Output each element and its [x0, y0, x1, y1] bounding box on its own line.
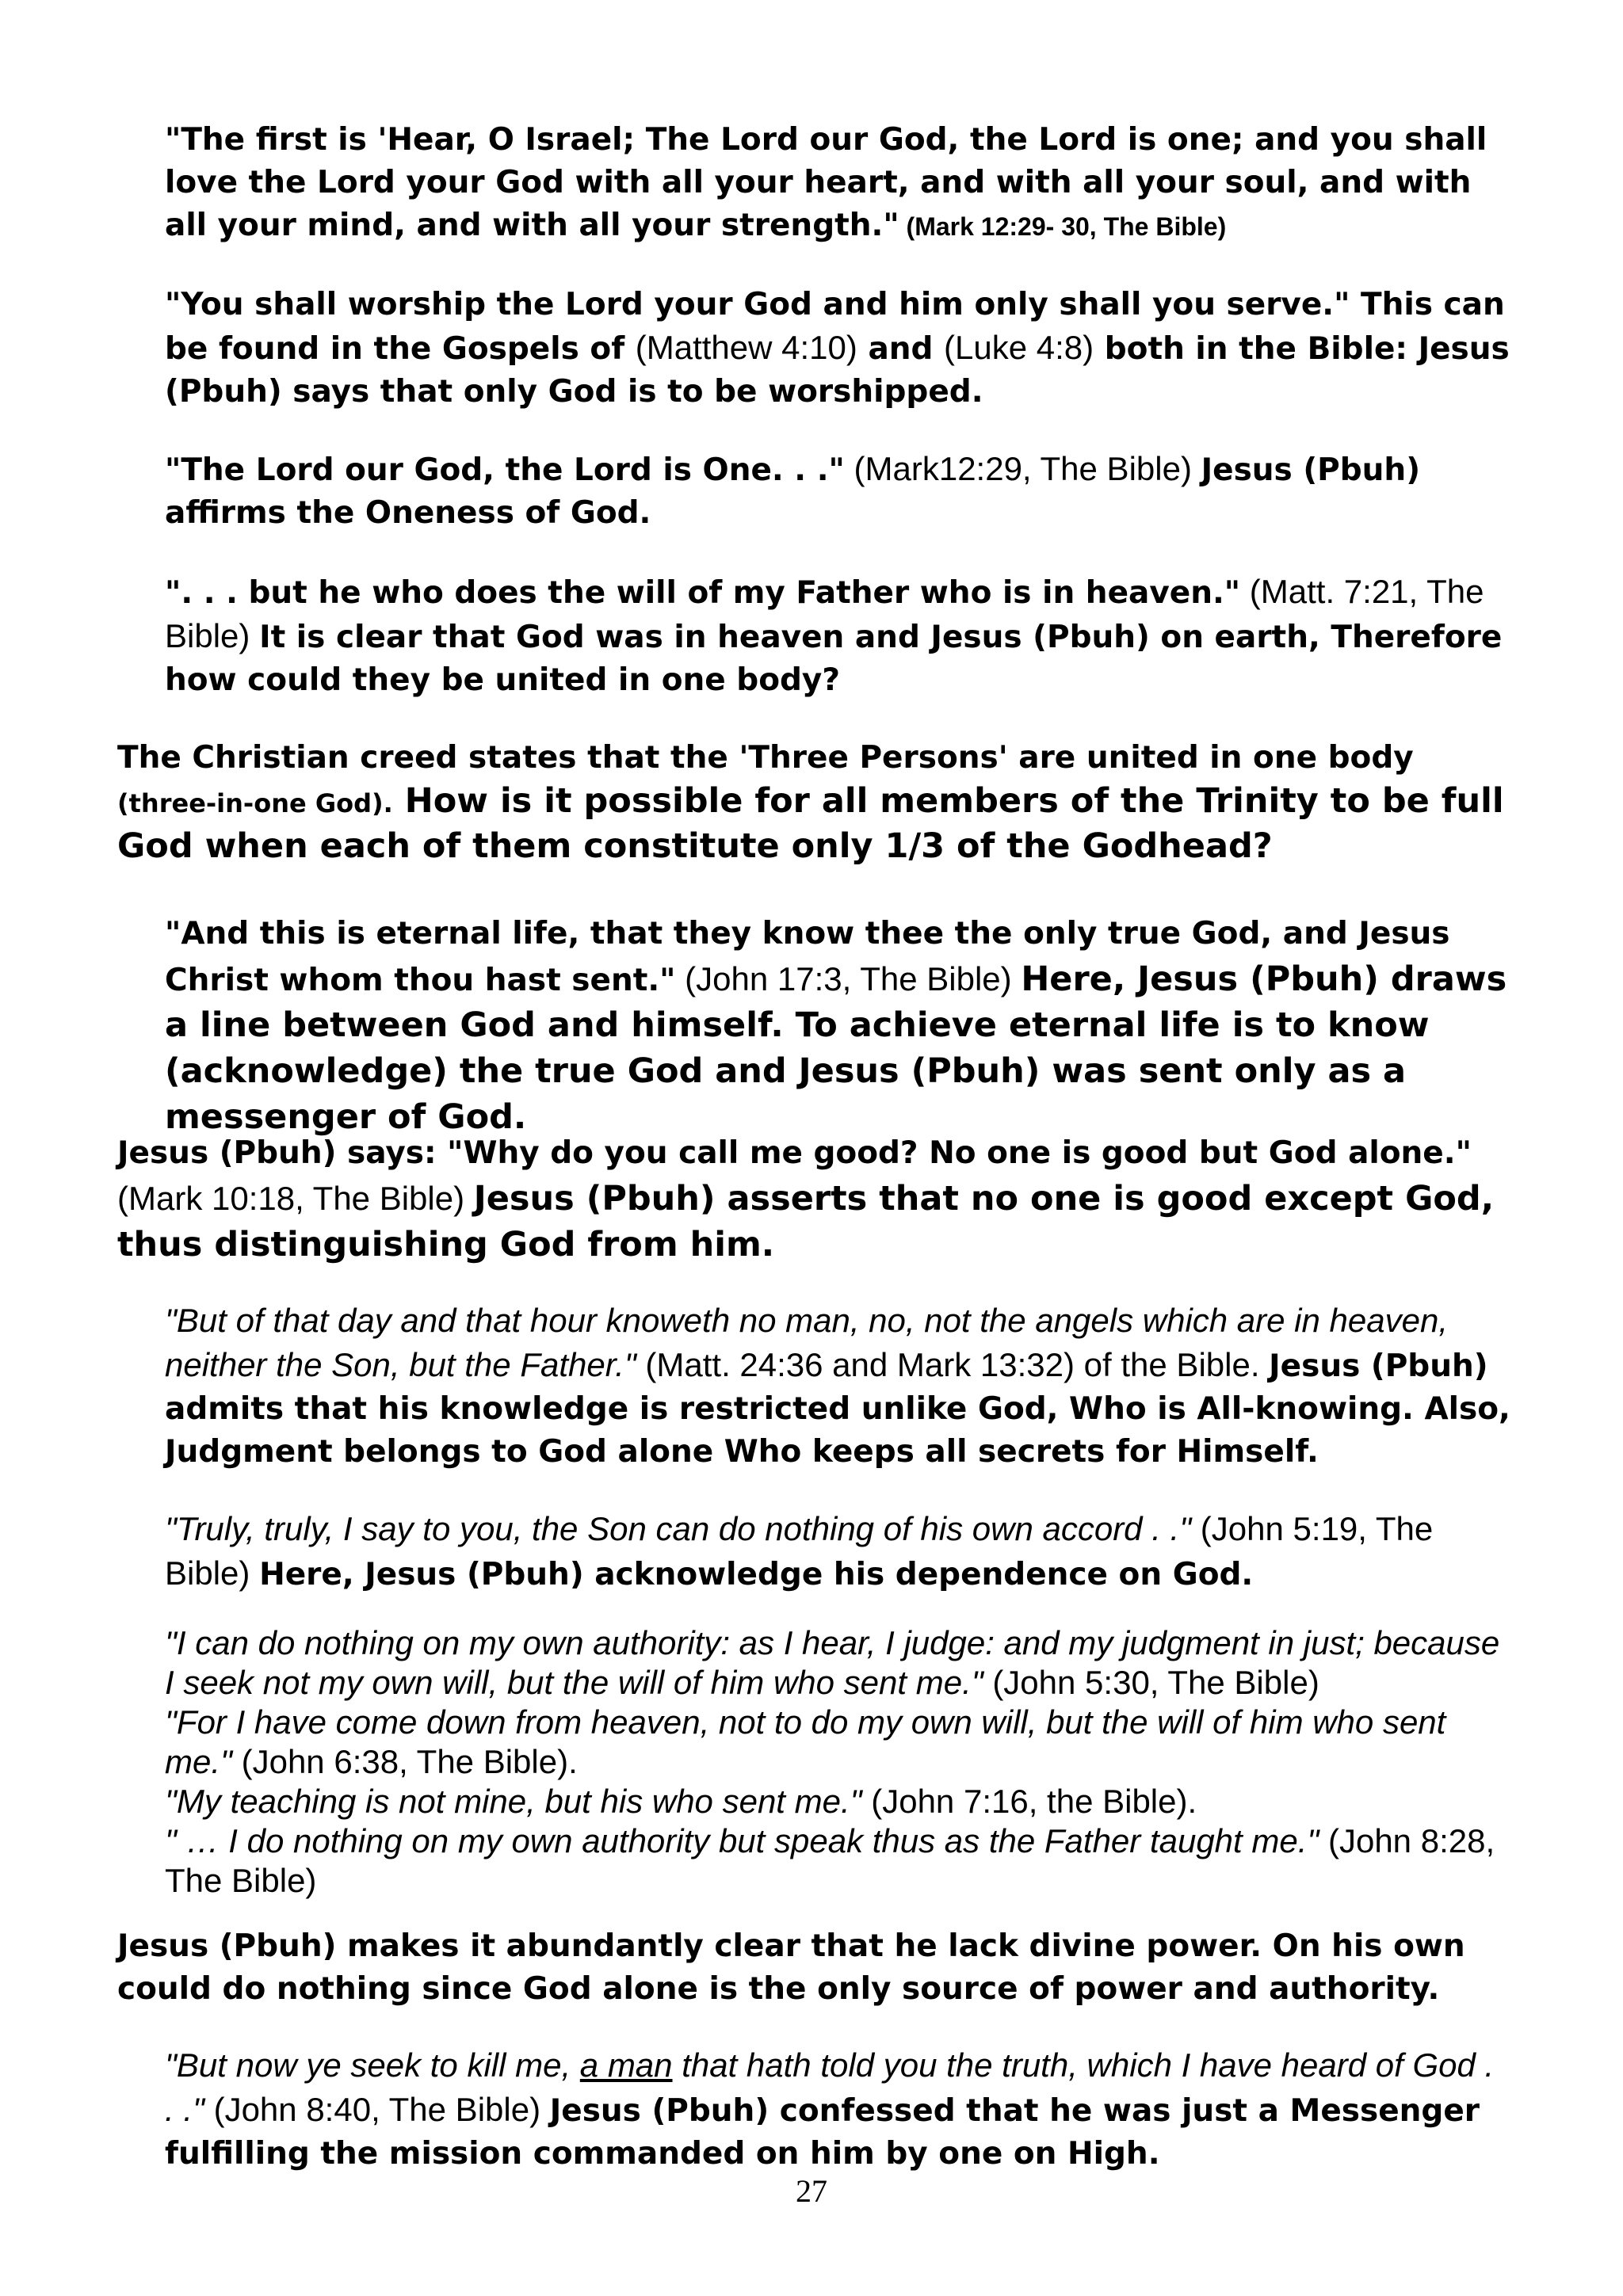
- body-text-small: (three-in-one God).: [117, 788, 393, 818]
- paragraph-divine-power: [117, 1925, 1512, 2011]
- scripture-reference: (Matt. 24:36 and Mark 13:32) of the Bible.: [636, 1346, 1270, 1383]
- page-number: 27: [796, 2173, 827, 2209]
- body-text: The Christian creed states that the 'Three Persons' are united in one body: [117, 740, 1414, 776]
- scripture-reference: (John 8:28, The Bible): [165, 1822, 1495, 1899]
- body-text: both in the Bible: Jesus (Pbuh) says that only God is to be worshipped.: [165, 331, 1510, 410]
- italic-quote: "But of that day and that hour knoweth no man, no, not the angels which are in heaven, neither the Son, but the Father.": [165, 1302, 1448, 1383]
- scripture-reference: (Luke 4:8): [944, 329, 1094, 366]
- paragraph-trinity-question: [117, 737, 1512, 869]
- quote-text: "The first is 'Hear, O Israel; The Lord our God, the Lord is one; and you shall love the Lord your God with all your heart, and with all your soul, and with all your mind, and with all your strength.": [165, 122, 1487, 243]
- paragraph-mark-10-18: [117, 1129, 1512, 1268]
- quote-text: "And this is eternal life, that they know thee the only true God, and Jesus Christ whom thou hast sent.": [165, 916, 1450, 998]
- quote-text: ". . . but he who does the will of my Father who is in heaven.": [165, 575, 1241, 611]
- scripture-reference: (John 6:38, The Bible).: [231, 1743, 578, 1780]
- italic-quote: " … I do nothing on my own authority but speak thus as the Father taught me.": [165, 1822, 1319, 1859]
- body-text: Jesus (Pbuh) admits that his knowledge is restricted unlike God, Who is All-knowing. Also, Judgment belongs to God alone Who keeps all secrets for Himself.: [165, 1348, 1510, 1470]
- italic-quote: "My teaching is not mine, but his who sent me.": [165, 1783, 862, 1820]
- paragraph-matthew-4-10: [117, 284, 1512, 414]
- italic-quote: "But now ye seek to kill me,: [165, 2046, 580, 2084]
- italic-quote: "I can do nothing on my own authority: as I hear, I judge: and my judgment in just; because I seek not my own will, but the will of him who sent me.": [165, 1624, 1500, 1701]
- underlined-phrase: a man: [579, 2046, 673, 2084]
- body-text-large: How is it possible for all members of the Trinity to be full God when each of them constitute only 1/3 of the Godhead?: [117, 781, 1504, 866]
- paragraph-john-8-40: [117, 2044, 1512, 2176]
- quote-text: "You shall worship the Lord your God and him only shall you serve." This can be found in the Gospels of: [165, 287, 1505, 367]
- body-text: Jesus (Pbuh) confessed that he was just a Messenger fulfilling the mission commanded on him by one on High.: [165, 2093, 1480, 2172]
- body-text-large: Jesus (Pbuh) asserts that no one is good except God, thus distinguishing God from him.: [117, 1179, 1495, 1264]
- scripture-reference: (John 17:3, The Bible): [675, 960, 1022, 997]
- scripture-reference: (John 7:16, the Bible).: [861, 1783, 1197, 1820]
- italic-quote: that hath told you the truth, which I have heard of God . . .": [165, 2046, 1495, 2128]
- scripture-reference: (Matt. 7:21, The Bible): [165, 573, 1484, 654]
- italic-quote: "For I have come down from heaven, not to do my own will, but the will of him who sent me.": [165, 1703, 1446, 1780]
- paragraph-matt-24-36: [117, 1299, 1512, 1474]
- paragraph-john-quotes: [117, 1624, 1512, 1901]
- paragraph-matt-7-21: [117, 570, 1512, 702]
- quote-text: Jesus (Pbuh) says: "Why do you call me good? No one is good but God alone.": [117, 1135, 1472, 1171]
- paragraph-mark-12-29: [117, 119, 1512, 248]
- body-text-large: Here, Jesus (Pbuh) draws a line between God and himself. To achieve eternal life is to know (acknowledge) the true God and Jesus (Pbuh) was sent only as a messenger of God.: [165, 959, 1507, 1137]
- body-text: It is clear that God was in heaven and Jesus (Pbuh) on earth, Therefore how could they be united in one body?: [165, 620, 1503, 698]
- scripture-reference: (Mark12:29, The Bible): [844, 450, 1201, 487]
- body-text: Jesus (Pbuh) makes it abundantly clear that he lack divine power. On his own could do nothing since God alone is the only source of power and authority.: [117, 1928, 1465, 2007]
- scripture-reference: (John 5:30, The Bible): [983, 1664, 1319, 1701]
- body-text: Here, Jesus (Pbuh) acknowledge his dependence on God.: [259, 1557, 1254, 1592]
- paragraph-john-5-19: [117, 1508, 1512, 1596]
- scripture-reference: (Mark 10:18, The Bible): [117, 1180, 474, 1217]
- paragraph-john-17-3: [117, 911, 1512, 1141]
- body-text: and: [857, 331, 945, 367]
- body-text: Jesus (Pbuh) affirms the Oneness of God.: [165, 452, 1421, 531]
- scripture-reference: (Mark 12:29- 30, The Bible): [899, 212, 1227, 241]
- scripture-reference: (John 5:19, The Bible): [165, 1510, 1434, 1592]
- italic-quote: "Truly, truly, I say to you, the Son can do nothing of his own accord . .": [165, 1510, 1192, 1547]
- paragraph-mark-12-29-oneness: [117, 448, 1512, 535]
- scripture-reference: (John 8:40, The Bible): [204, 2091, 550, 2128]
- quote-text: "The Lord our God, the Lord is One. . .": [165, 452, 845, 488]
- scripture-reference: (Matthew 4:10): [635, 329, 857, 366]
